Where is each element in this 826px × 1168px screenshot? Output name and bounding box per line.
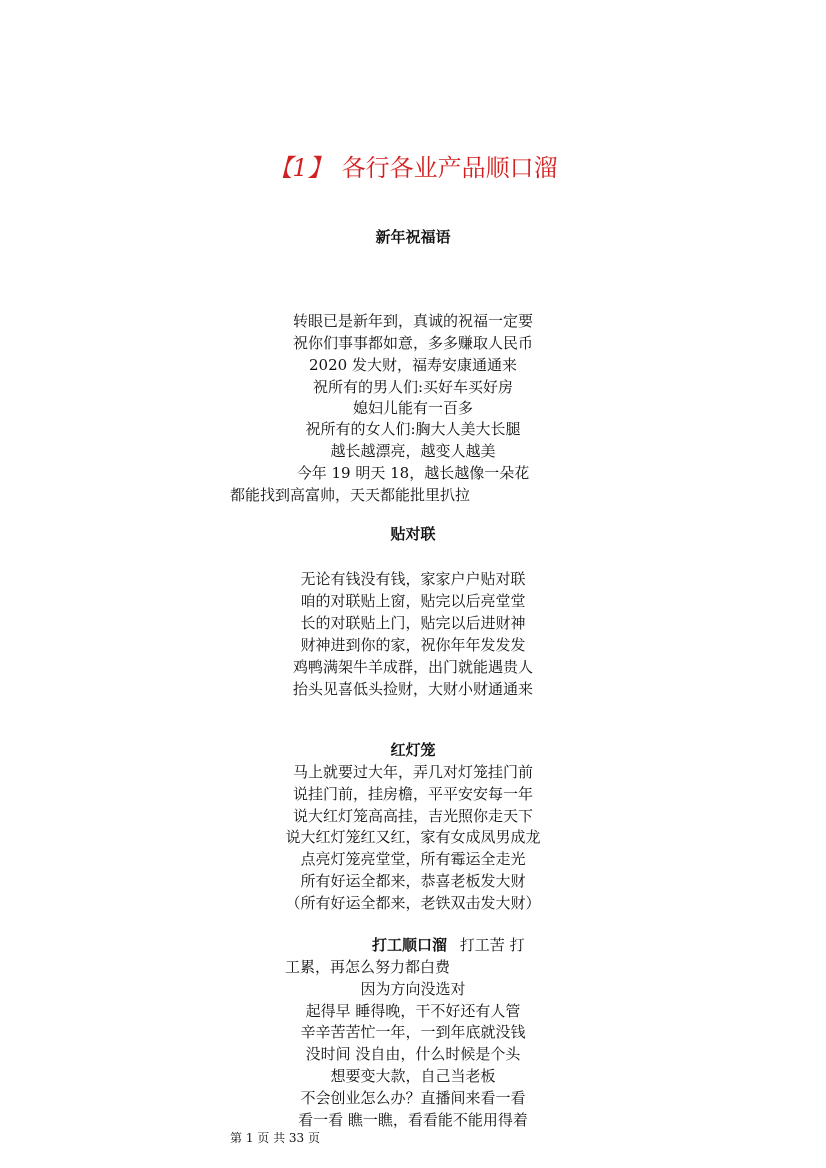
text-line: 今年 19 明天 18，越长越像一朵花 <box>296 464 530 482</box>
text-line: 财神进到你的家，祝你年年发发发 <box>300 636 526 654</box>
text-line: 长的对联贴上门，贴完以后进财神 <box>300 614 526 632</box>
text-line: （所有好运全都来，老铁双击发大财） <box>285 894 541 912</box>
text-line: 抬头见喜低头捡财，大财小财通通来 <box>292 680 533 698</box>
text-line: 祝你们事事都如意，多多赚取人民币 <box>292 334 533 352</box>
page-footer: 第 1 页 共 33 页 <box>230 1131 320 1145</box>
section-heading-row <box>372 934 525 956</box>
text-line: 想要变大款，自己当老板 <box>330 1067 496 1085</box>
text-line: 祝所有的男人们:买好车买好房 <box>312 378 514 396</box>
text-line: 媳妇儿能有一百多 <box>352 399 473 417</box>
text-line: 因为方向没选对 <box>360 980 466 998</box>
text-line: 起得早 睡得晚，干不好还有人管 <box>305 1002 521 1020</box>
text-line: 所有好运全都来，恭喜老板发大财 <box>300 872 526 890</box>
title-text: 各行各业产品顺口溜 <box>341 154 558 182</box>
text-line: 工累，再怎么努力都白费 <box>285 958 451 976</box>
text-line: 咱的对联贴上窗，贴完以后亮堂堂 <box>300 592 526 610</box>
text-line: 祝所有的女人们:胸大人美大长腿 <box>305 420 521 438</box>
section-heading: 打工顺口溜 <box>372 936 448 954</box>
text-line: 2020 发大财，福寿安康通通来 <box>309 356 517 374</box>
section-heading: 新年祝福语 <box>375 228 451 246</box>
text-line: 说大红灯笼高高挂，吉光照你走天下 <box>292 807 533 825</box>
section-heading: 红灯笼 <box>390 741 436 759</box>
section-heading: 贴对联 <box>390 525 436 543</box>
text-line: 都能找到高富帅，天天都能批里扒拉 <box>230 486 471 504</box>
text-line: 点亮灯笼亮堂堂，所有霉运全走光 <box>300 850 526 868</box>
text-line: 鸡鸭满架牛羊成群，出门就能遇贵人 <box>292 658 533 676</box>
text-line: 说大红灯笼红又红，家有女成凤男成龙 <box>285 828 541 846</box>
text-line: 转眼已是新年到，真诚的祝福一定要 <box>292 312 533 330</box>
document-title <box>0 150 826 186</box>
text-line: 无论有钱没有钱，家家户户贴对联 <box>300 570 526 588</box>
text-line: 说挂门前，挂房檐，平平安安每一年 <box>292 785 533 803</box>
text-line: 越长越漂亮，越变人越美 <box>330 442 496 460</box>
text-line: 不会创业怎么办？直播间来看一看 <box>300 1089 526 1107</box>
text-line: 看一看 瞧一瞧，看看能不能用得着 <box>298 1111 528 1129</box>
text-line: 没时间 没自由，什么时候是个头 <box>305 1045 521 1063</box>
text-line: 马上就要过大年，弄几对灯笼挂门前 <box>292 763 533 781</box>
text-line: 辛辛苦苦忙一年，一到年底就没钱 <box>300 1023 526 1041</box>
title-number: 【1】 <box>268 154 332 182</box>
text-line: 打工苦 打 <box>459 936 525 954</box>
